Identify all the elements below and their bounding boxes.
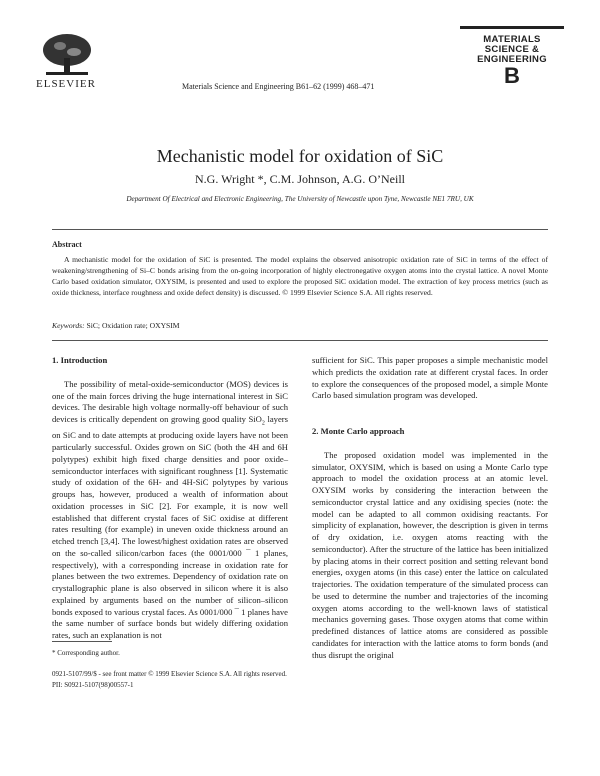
- abstract-heading: Abstract: [52, 240, 82, 249]
- journal-logo-line: MATERIALS: [483, 34, 541, 45]
- abstract-text: A mechanistic model for the oxidation of SiC is presented. The model explains the observed anisotropic oxidation rate of SiC in terms of the effect of weakening/strengthening of Si–C bonds arising from the on-going incorporation of highly electronegative oxygen atoms into the crystal lattice. A novel Monte Carlo based oxidation simulator, OXYSIM, is presented and used to explore the proposed SiC oxidation model. The extraction of key process metrics (such as oxide thickness, interface roughness and oxide defect density) is discussed. © 1999 Elsevier Science S.A. All rights reserved.: [52, 255, 548, 297]
- section-heading-introduction: 1. Introduction: [52, 355, 108, 365]
- journal-logo-letter: B: [504, 63, 520, 88]
- article-authors: N.G. Wright *, C.M. Johnson, A.G. O’Neill: [195, 172, 405, 186]
- left-column: [52, 355, 288, 642]
- divider: [52, 229, 548, 230]
- pii-line: PII: S0921-5107(98)00557-1: [52, 681, 134, 689]
- divider: [52, 340, 548, 341]
- article-title: Mechanistic model for oxidation of SiC: [156, 146, 444, 166]
- monte-carlo-paragraph: The proposed oxidation model was implemented in the simulator, OXYSIM, which is based on using a Monte Carlo type approach to model the oxidation process at an atomic level. OXYSIM works by considering the interaction between the semiconductor crystal lattice and any oxidising species (note: the model can be adapted to all common oxidising reactants. For simplicity of explanation, however, the description is given in terms of dry oxidation, i.e. oxygen atoms reacting with the semiconductor). After the structure of the lattice has been initialized by placing atoms in their correct position and setting relevant bond energies, oxygen atoms (in this case) enter the lattice on calculated trajectories. The oxidation temperature of the simulated process can be used to determine the number and trajectories of the incoming oxygen atoms according to the well-known laws of statistical mechanics governing gases. Those oxygen atoms that come within predefined distances of lattice atoms are considered as possible candidates for interaction with the lattice atoms to form bonds (and thus disrupt the original: [312, 449, 548, 660]
- keywords-list: SiC; Oxidation rate; OXYSIM: [86, 321, 180, 330]
- introduction-paragraph-continued: sufficient for SiC. This paper proposes a simple mechanistic model which predicts the oxidation rate at different crystal faces. In order to explore the consequences of the proposed model, a simple Monte Carlo based simulation program was developed.: [312, 355, 548, 401]
- keywords-label: Keywords:: [52, 321, 85, 330]
- publisher-name: ELSEVIER: [36, 78, 96, 90]
- copyright-line: 0921-5107/99/$ - see front matter © 1999 Elsevier Science S.A. All rights reserved.: [52, 670, 287, 678]
- right-column: [312, 355, 548, 661]
- author-affiliation: Department Of Electrical and Electronic Engineering, The University of Newcastle upon Tyne, Newcastle NE1 7RU, UK: [126, 195, 474, 203]
- footnote-divider: [52, 641, 112, 642]
- section-heading-monte-carlo: 2. Monte Carlo approach: [312, 426, 405, 436]
- journal-logo-line: SCIENCE &: [484, 44, 540, 55]
- corresponding-author-footnote: * Corresponding author.: [52, 649, 120, 657]
- journal-reference: Materials Science and Engineering B61–62 (1999) 468–471: [182, 82, 375, 91]
- journal-logo: [460, 26, 564, 95]
- introduction-paragraph: The possibility of metal-oxide-semiconductor (MOS) devices is one of the main forces driving the huge international interest in SiC devices. The desirable high voltage normally-off behaviour of such devices is critically dependent on growing good quality SiO$_2$ layers on SiC and to date attempts at producing oxide layers have not been particularly successful. Oxides grown on SiC (both the 4H and 6H polytypes) exhibit high fixed charge densities and poor oxide–semiconductor interfaces with significant roughness [1]. Systematic study of oxidation of the 6H- and 4H-SiC polytypes by various groups has, however, produced a wealth of information about oxidation processes in SiC [2]. For example, it is now well established that different crystal faces of SiC oxidise at different rates resulting (for example) in uneven oxide thickness around an etched trench [3,4]. The lowest/highest oxidation rates are observed on the so-called silicon/carbon faces (the 0001/000 ¯ 1 planes, respectively), with a corresponding increase in oxidation rate for planes between the two extremes. Dependency of oxidation rate on crystallographic plane is also observed in silicon where it is also explained by arguments based on the number of silicon–silicon bonds exposed to various crystal faces. As 0001/000 ¯ 1 planes have the same number of surface bonds but widely differing oxidation rates, such an explanation is not: [52, 378, 288, 641]
- keywords: [52, 321, 180, 330]
- elsevier-tree-logo-icon: [38, 32, 96, 76]
- journal-logo-line: ENGINEERING: [477, 54, 547, 65]
